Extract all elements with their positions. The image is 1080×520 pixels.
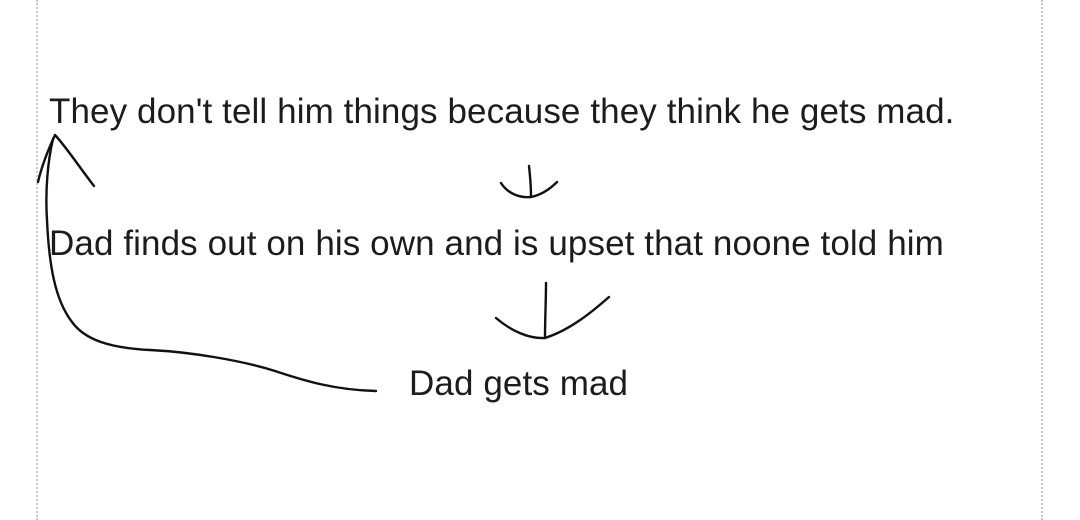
loop-arrow-head [38, 135, 94, 186]
down-arrow-1-head [501, 182, 557, 197]
statement-they-dont-tell-him: They don't tell him things because they think he gets mad. [49, 92, 955, 131]
statement-dad-gets-mad: Dad gets mad [409, 364, 629, 403]
down-arrow-2-shaft [545, 283, 546, 338]
page-margin-left [36, 0, 38, 520]
down-arrow-2-head [496, 297, 609, 338]
page-margin-right [1041, 0, 1043, 520]
statement-dad-finds-out: Dad finds out on his own and is upset that noone told him [49, 224, 944, 263]
down-arrow-1-shaft [529, 166, 531, 196]
loop-arrow-line [46, 139, 376, 391]
